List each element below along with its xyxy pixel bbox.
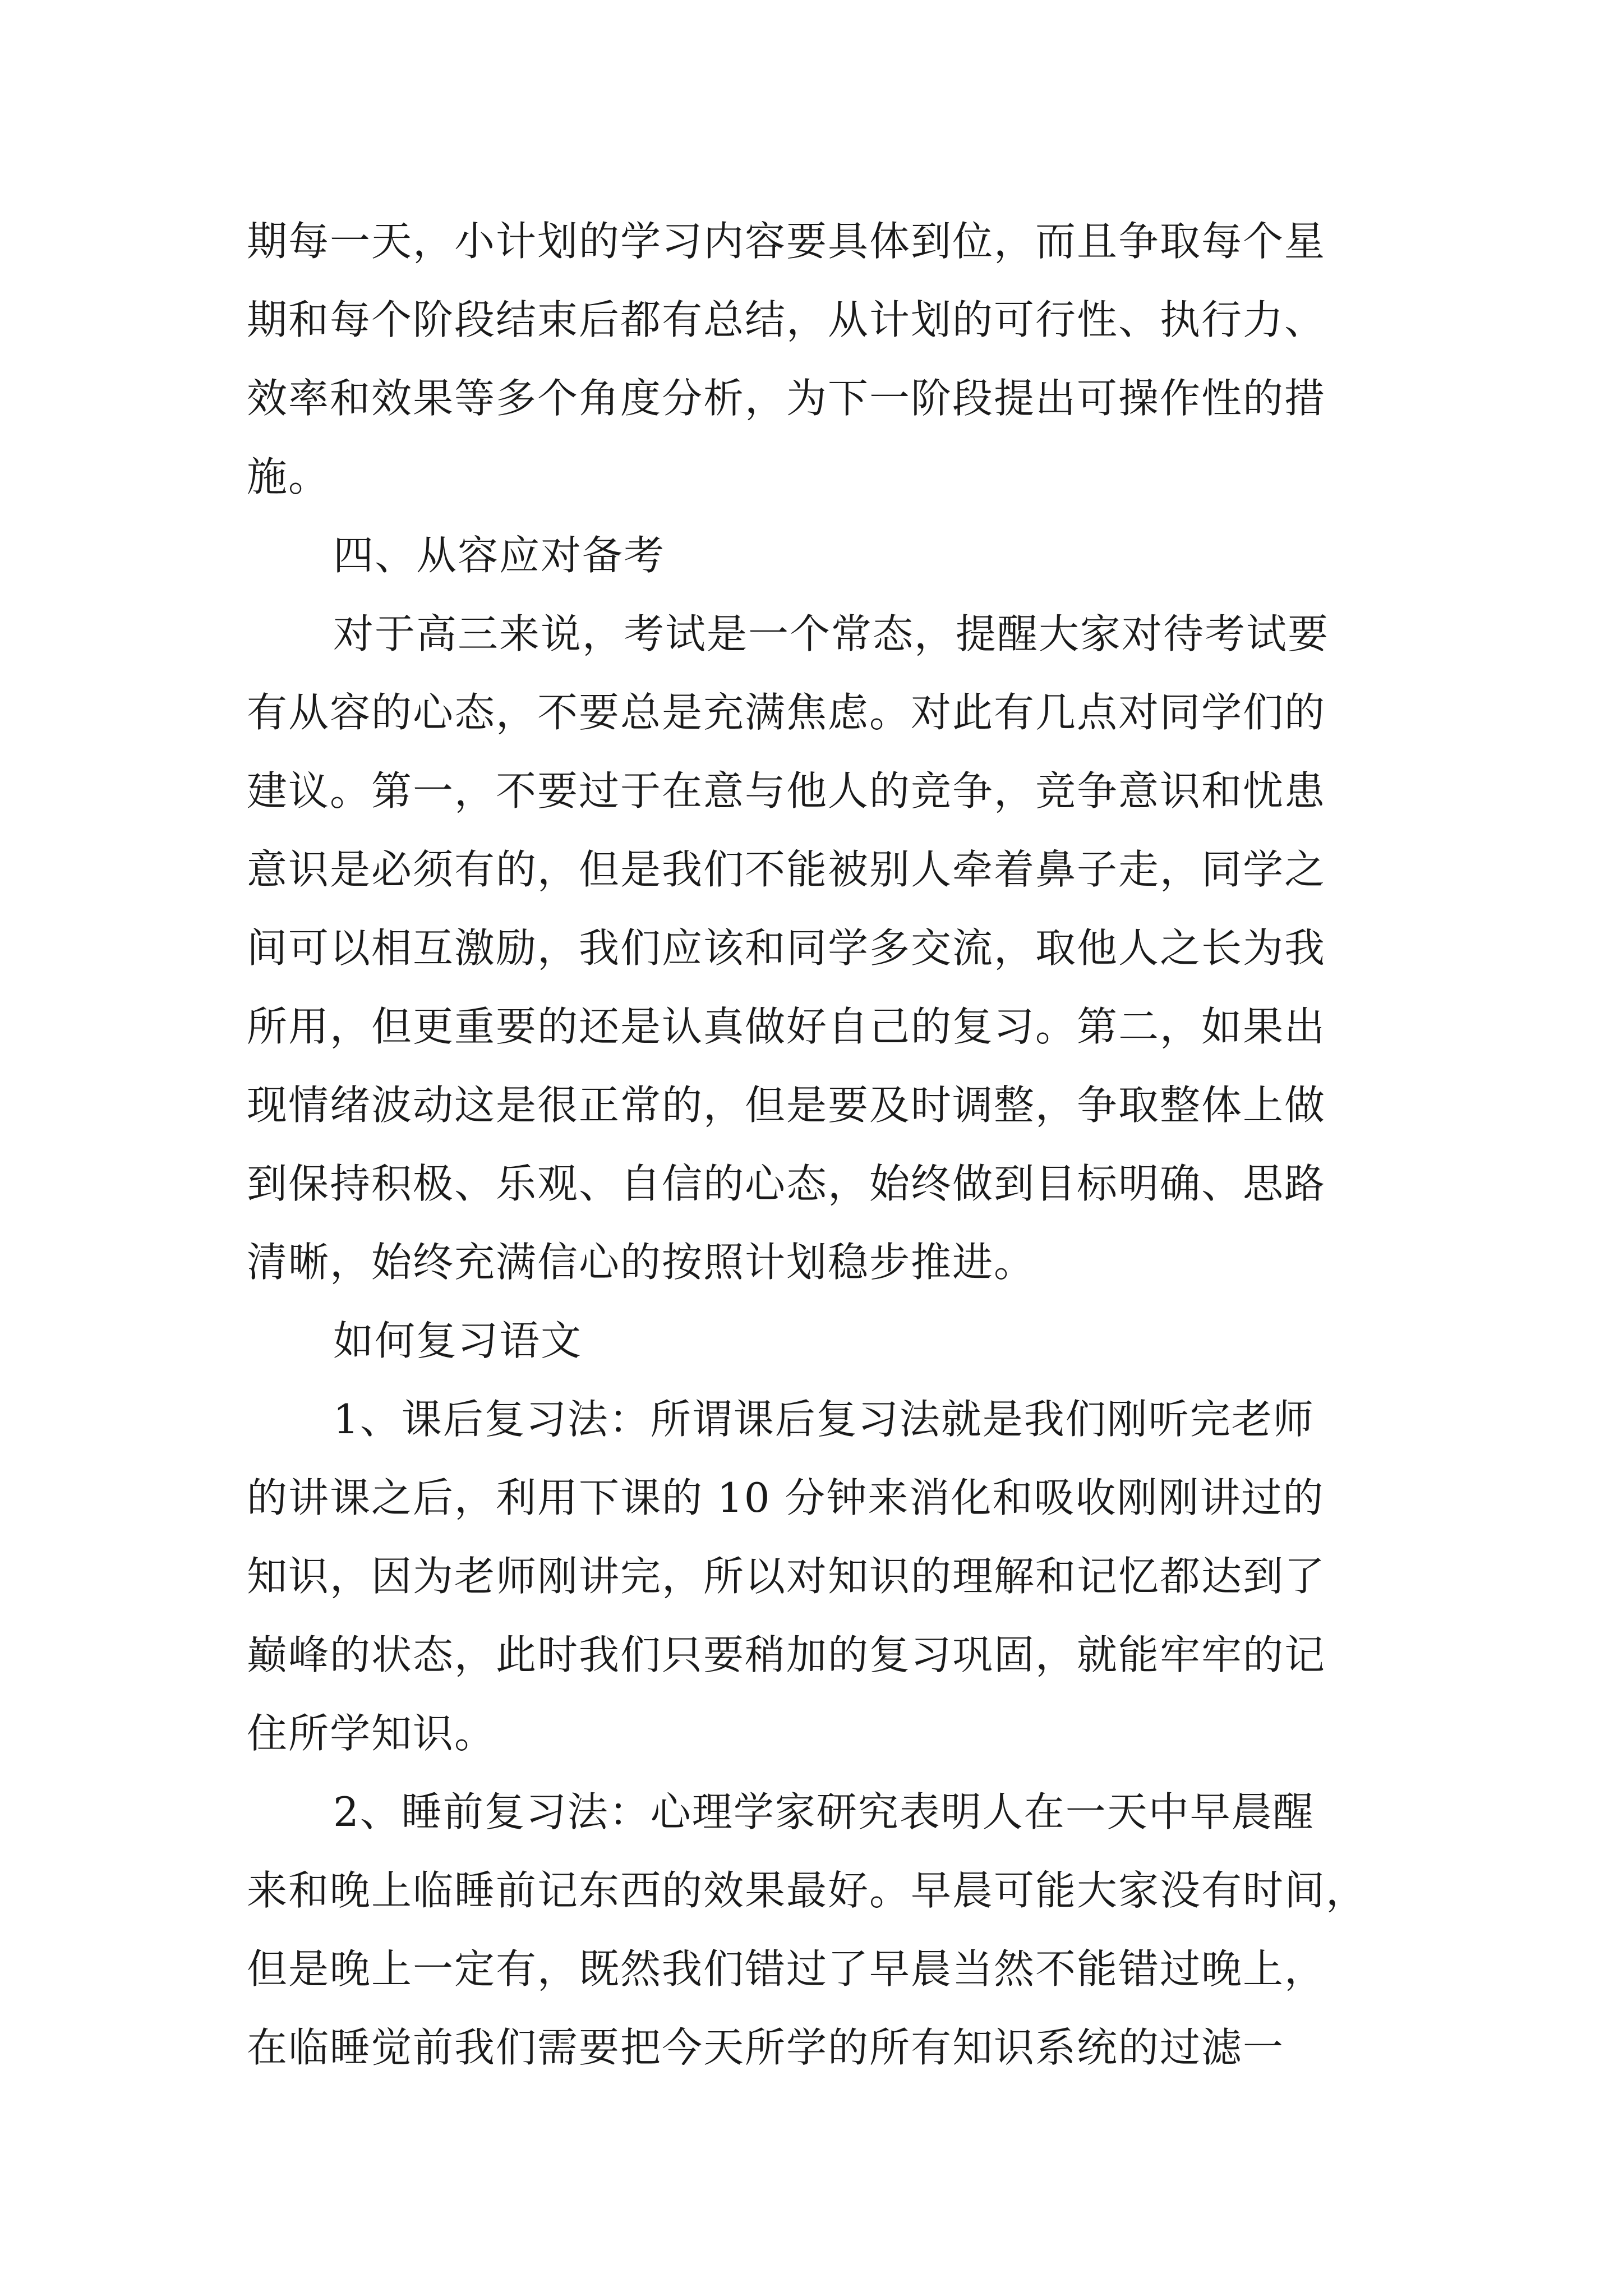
text-line: 现情绪波动这是很正常的，但是要及时调整，争取整体上做 (247, 1082, 1326, 1129)
text-line: 对于高三来说，考试是一个常态，提醒大家对待考试要 (333, 610, 1330, 657)
text-line: 来和晚上临睡前记东西的效果最好。早晨可能大家没有时间， (247, 1867, 1368, 1914)
text-line: 1、课后复习法：所谓课后复习法就是我们刚听完老师 (333, 1396, 1315, 1443)
text-line: 巅峰的状态，此时我们只要稍加的复习巩固，就能牢牢的记 (247, 1631, 1326, 1678)
text-line: 施。 (247, 453, 330, 500)
text-line: 意识是必须有的，但是我们不能被别人牵着鼻子走，同学之 (247, 846, 1326, 893)
text-line: 间可以相互激励，我们应该和同学多交流，取他人之长为我 (247, 924, 1326, 972)
text-line: 知识，因为老师刚讲完，所以对知识的理解和记忆都达到了 (247, 1553, 1326, 1600)
section-heading: 四、从容应对备考 (333, 532, 666, 579)
text-line: 在临睡觉前我们需要把今天所学的所有知识系统的过滤一 (247, 2024, 1285, 2071)
text-line: 所用，但更重要的还是认真做好自己的复习。第二，如果出 (247, 1003, 1326, 1050)
text-line: 的讲课之后，利用下课的 10 分钟来消化和吸收刚刚讲过的 (247, 1474, 1325, 1521)
section-heading: 如何复习语文 (333, 1317, 583, 1364)
text-line: 期每一天，小计划的学习内容要具体到位，而且争取每个星 (247, 218, 1326, 265)
text-line: 清晰，始终充满信心的按照计划稳步推进。 (247, 1239, 1036, 1286)
text-line: 住所学知识。 (247, 1710, 496, 1757)
text-line: 到保持积极、乐观、自信的心态，始终做到目标明确、思路 (247, 1160, 1326, 1207)
text-line: 效率和效果等多个角度分析，为下一阶段提出可操作性的措 (247, 375, 1326, 422)
text-line: 但是晚上一定有，既然我们错过了早晨当然不能错过晚上， (247, 1945, 1326, 1993)
text-line: 期和每个阶段结束后都有总结，从计划的可行性、执行力、 (247, 296, 1326, 343)
text-line: 建议。第一，不要过于在意与他人的竞争，竞争意识和忧患 (247, 767, 1326, 815)
text-line: 有从容的心态，不要总是充满焦虑。对此有几点对同学们的 (247, 689, 1326, 736)
text-line: 2、睡前复习法：心理学家研究表明人在一天中早晨醒 (333, 1788, 1315, 1835)
